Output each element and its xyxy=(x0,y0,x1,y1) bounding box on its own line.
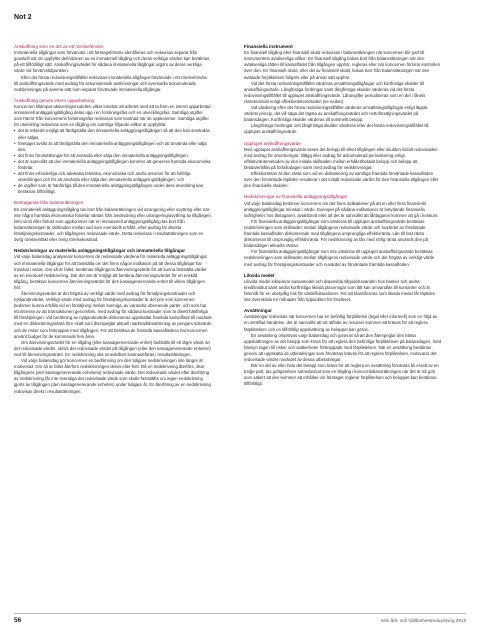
body-paragraph: Återvinningsvärdet är det högsta av verkligt värde med avdrag för försäljningskostnader och nyttjandevärdet. Verkligt värde med avdrag för försäljningskostnader är det pris som koncernen bedömer kunna erhålla vid en försäljning mellan kunniga, av varandra oberoende parter, och som har ett intresse av att transaktionen genomförs, med avdrag för sådana kostnader som är direkt hänförliga till försäljningen. Vid beräkning av nyttjandevärde diskonteras uppskattat framtida kassaflöde till nuvärde med en diskonteringsränta före skatt som återspeglar aktuell marknadsbedömning av pengars tidsvärde och de risker som förknippas med tillgången. För att beräkna de framtida kassaflödena har koncernen använt budget för de kommande fem åren. xyxy=(14,291,212,339)
body-paragraph: En avsättning omprövas varje balansdag och justeras så att den återspeglar den bästa uppskattningen av det belopp som krävs för att reglera den befintliga förpliktelsen på balansdagen, med hänsyn tagen till risker och osäkerheter förknippade med förpliktelsen. När en avsättning beräknas genom att uppskatta de utbetalningar som förväntas krävas för att reglera förpliktelsen, motsvarar det redovisade värdet nuvärdet av dessa utbetalningar. xyxy=(244,332,442,363)
body-paragraph: Vid värdering efter det första redovisningstillfället värderas omsättningstillgångar enligt lägsta värdets princip, det vill säga det lägsta av anskaffningsvärdet och nettoförsäljningsvärdet på balansdagen. Kortfristiga skulder värderas till nominellt belopp. xyxy=(244,105,428,123)
bullet-item: • det är sannolikt att den immateriella anläggningstillgången kommer att generera framtida ekonomiska fördelar, xyxy=(14,159,212,171)
body-paragraph: Vid varje balansdag bedömer koncernen om det finns indikationer på att en eller flera finansiella anläggningstillgångar minskat i värde. Exempel på sådana indikationer är betydande finansiella svårigheter hos låntagaren, avtalsbrott eller att det är sannolikt att låntagaren kommer att gå i konkurs. xyxy=(244,200,439,218)
body-paragraph: Koncernen tillämpar aktiveringsmodellen vilket innebär att arbetet med att ta fram en internt upparbetad immateriell anläggningstillgång delas upp i en forskningsfas och en utvecklingsfas. Samtliga utgifter som härrör från koncernens forskningsfas redovisas som kostnad när de uppkommer. Samtliga utgifter för utveckling redovisas som en tillgång om samtliga följande villkor är uppfyllda: xyxy=(14,104,211,128)
section-heading: Nedskrivningar av finansiella anläggningstillgångar xyxy=(244,194,348,200)
section-heading: Borttagande från balansräkningen xyxy=(14,200,84,206)
bullet-list xyxy=(14,128,212,195)
text-section xyxy=(244,194,442,267)
body-paragraph: En immateriell anläggningstillgång tas bort från balansräkningen vid utrangering eller avyttring eller när inte några framtida ekonomiska fördelar väntas från användning eller utrangering/avyttring av tillgången. Den vinst eller förlust som uppkommer när en immateriell anläggningstillgång tas bort från balansräkningen är skillnaden mellan vad som eventuellt erhålls, efter avdrag för direkta försäljningskostnader, och tillgångens redovisade värde. Detta redovisas i resultaträkningen som en övrig rörelseintäkt eller övrig rörelsekostnad. xyxy=(14,206,212,243)
text-section xyxy=(14,98,212,196)
bullet-item: • det är tekniskt möjligt att färdigställa den immateriella anläggningstillgången så att den kan användas eller säljas, xyxy=(14,128,212,140)
body-paragraph: Avsättningar redovisas när koncernen har en befintlig förpliktelse (legal eller informell) som en följd av en inträffad händelse, det är sannolikt att ett utflöde av resurser kommer att krävas för att reglera förpliktelsen och en tillförlitlig uppskattning av beloppet kan göras. xyxy=(244,314,438,332)
text-section xyxy=(244,141,442,190)
text-section xyxy=(244,273,442,304)
text-section xyxy=(14,248,212,394)
body-paragraph: För finansiella anläggningstillgångar som inte värderas till upplupet anskaffningsvärde beräknas nedskrivningen som skillnaden mellan tillgångens redovisade värde och det högsta av verkligt värde med avdrag för försäljningskostnader och nuvärdet av förväntade framtida kassaflöden. xyxy=(244,249,435,267)
body-paragraph: Effektivräntan är den ränta som vid en diskontering av samtliga framtida förväntade kassaflöden över den förväntade löptiden resulterar i det initialt redovisade värdet för den finansiella tillgången eller den finansiella skulden. xyxy=(244,171,439,189)
text-section xyxy=(14,200,212,243)
body-paragraph: Vid varje balansdag gör koncernen en bedömning om den tidigare nedskrivningen inte längre är motiverad. Om så är fallet återförs nedskrivningen delvis eller helt. Då en nedskrivning återförs, ökar tillgångens (den kassagenererande enhetens) redovisade värde. Det redovisade värdet efter återföring av nedskrivning får inte överstiga det redovisade värde som skulle fastställts om ingen nedskrivning gjorts av tillgången (den kassagenererande enheten) under tidigare år. En återföring av en nedskrivning redovisas direkt i resultaträkningen. xyxy=(14,358,211,394)
section-heading: Likvida medel xyxy=(244,272,275,278)
body-paragraph: En finansiell tillgång eller finansiell skuld redovisas i balansräkningen när koncernen blir part till instrumentets avtalsenliga villkor. En finansiell tillgång bokas bort från balansräkningen när den avtalsenliga rätten till kassaflödet från tillgången upphör, regleras eller när koncernen förlorar kontrollen över den. En finansiell skuld, eller del av finansiell skuld, bokas bort från balansräkningen när den avtalade förpliktelsen fullgörs eller på annat sätt upphör. xyxy=(244,50,441,80)
body-paragraph: Likvida medel inkluderar kassamedel och disponibla tillgodohavanden hos banker och andra kreditinstitut samt andra kortfristiga likvida placeringar som lätt kan omvandlas till kontanter och är föremål för en obetydlig risk för värdefluktuationer. För att klassificeras som likvida medel får löptiden inte överskrida tre månader från tidpunkten för förvärvet. xyxy=(244,278,436,303)
section-heading: Finansiella instrument xyxy=(244,44,293,49)
body-paragraph: Med upplupet anskaffningsvärde avses det belopp till vilket tillgången eller skulden initialt redovisades med avdrag för amorteringar, tillägg eller avdrag för ackumulerad periodisering enligt effektivräntemetoden av den initiala skillnaden mellan erhållet/betalat belopp och belopp att betala/erhålla på förfallodagen samt med avdrag för nedskrivningar. xyxy=(244,146,438,170)
page-number: 56 xyxy=(14,617,22,624)
text-section xyxy=(244,44,442,136)
bullet-item: • företaget avsikt är att färdigställa den immateriella anläggningstillgången och att använda eller sälja den, xyxy=(14,141,212,153)
body-paragraph: Immateriella tillgångar som förvärvats i ett företagsförvärv identifieras och redovisas separat från goodwill när de uppfyller definitionen av en immateriell tillgång och deras verkliga värden kan beräknas på ett tillförlitligt sätt. Anskaffningsvärdet för sådana immateriella tillgångar utgörs av deras verkliga värde vid förvärvstidpunkten. xyxy=(14,50,210,74)
bullet-item: • det finns erforderliga och adekvata tekniska, ekonomiska och andra resurser för att fullfölja utvecklingen och för att använda eller sälja den immateriella anläggningstillgången, och xyxy=(14,171,212,183)
section-heading: Anskaffning genom intern upparbetning xyxy=(14,97,95,103)
note-title: Not 2 xyxy=(14,14,32,21)
body-paragraph: Efter det första redovisningstillfället redovisas immateriella tillgångar förvärvade i ett rörelseförvärv till anskaffningsvärde med avdrag för ackumulerade avskrivningar och eventuella ackumulerade nedskrivningar på samma sätt som separat förvärvade immateriella tillgångar. xyxy=(14,74,208,92)
body-paragraph: För finansiella anläggningstillgångar som värderas till upplupet anskaffningsvärde beräknas nedskrivningen som skillnaden mellan tillgångens redovisade värde och nuvärdet av förväntade framtida kassaflöden diskonterade med tillgångens ursprungliga effektivränta. Lån till fast ränta diskonteras till ursprunglig effektivränta. För nedskrivning av lån med rörlig ränta används den på balansdagen aktuella räntan. xyxy=(244,218,429,249)
body-paragraph: Vid det första redovisningstillfället värderas omsättningstillgångar och kortfristiga skulder till anskaffningsvärde. Långfristiga fordringar samt långfristiga skulder värderas vid det första redovisningstillfället till upplupet anskaffningsvärde. Lånavgifter periodiseras som en del i lånets räntekostnad enligt effektivräntemetoden (se nedan). xyxy=(244,80,426,104)
body-paragraph: Om återvinningsvärdet för en tillgång (eller kassagenererande enhet) fastställs till ett lägre värde än det redovisade värdet, skrivs det redovisade värdet på tillgången (eller den kassagenererande enheten) ned till återvinningsvärdet. En nedskrivning ska omedelbart kostnadsföras i resultaträkningen. xyxy=(14,339,211,357)
body-paragraph: Där en del av eller hela det belopp som krävs för att reglera en avsättning förväntas bli ersatt av en tredje part, tas gottgörelsen särredovisat som en tillgång i koncernbalansräkningen när det är så gott som säkert att den kommer att erhållas om företaget reglerar förpliktelsen och beloppet kan beräknas tillförlitligt. xyxy=(244,363,439,387)
right-text-column xyxy=(244,44,442,393)
publication-title: Almi års- och hållbarhetsredovisning 2019 xyxy=(380,618,466,623)
body-paragraph: Långfristiga fordringar och långfristiga skulder värderas efter det första redovisningstillfället till upplupet anskaffningsvärde. xyxy=(244,123,429,135)
left-text-column xyxy=(14,44,212,400)
body-paragraph: Vid varje balansdag analyserar koncernen de redovisade värdena för materiella anläggningstillgångar och immateriella tillgångar för att fastställa om det finns någon indikation på att dessa tillgångar har minskat i värde. Om så är fallet, beräknas tillgångens återvinningsvärde för att kunna fastställa värdet av en eventuell nedskrivning. Där det inte är möjligt att beräkna återvinningsvärdet för en enskild tillgång, beräknar koncernen återvinningsvärdet för den kassagenererande enhet till vilken tillgången hör. xyxy=(14,254,207,290)
section-heading: Upplupet anskaffningsvärde xyxy=(244,140,301,146)
bullet-item: • det finns förutsättningar för att använda eller sälja den immateriella anläggningstillgången, xyxy=(14,153,212,159)
section-heading: Anskaffning som en del av ett rörelseförvärv xyxy=(14,44,104,49)
footer-divider xyxy=(14,613,466,614)
section-heading: Nedskrivningar av materiella anläggningstillgångar och immateriella tillgångar xyxy=(14,248,186,254)
bullet-item: • de utgifter som är hänförliga till den immateriella anläggningstillgången under dess utveckling kan beräknas tillförlitligt. xyxy=(14,183,212,195)
text-section xyxy=(244,308,442,387)
text-section xyxy=(14,44,212,93)
section-heading: Avsättningar xyxy=(244,308,272,314)
